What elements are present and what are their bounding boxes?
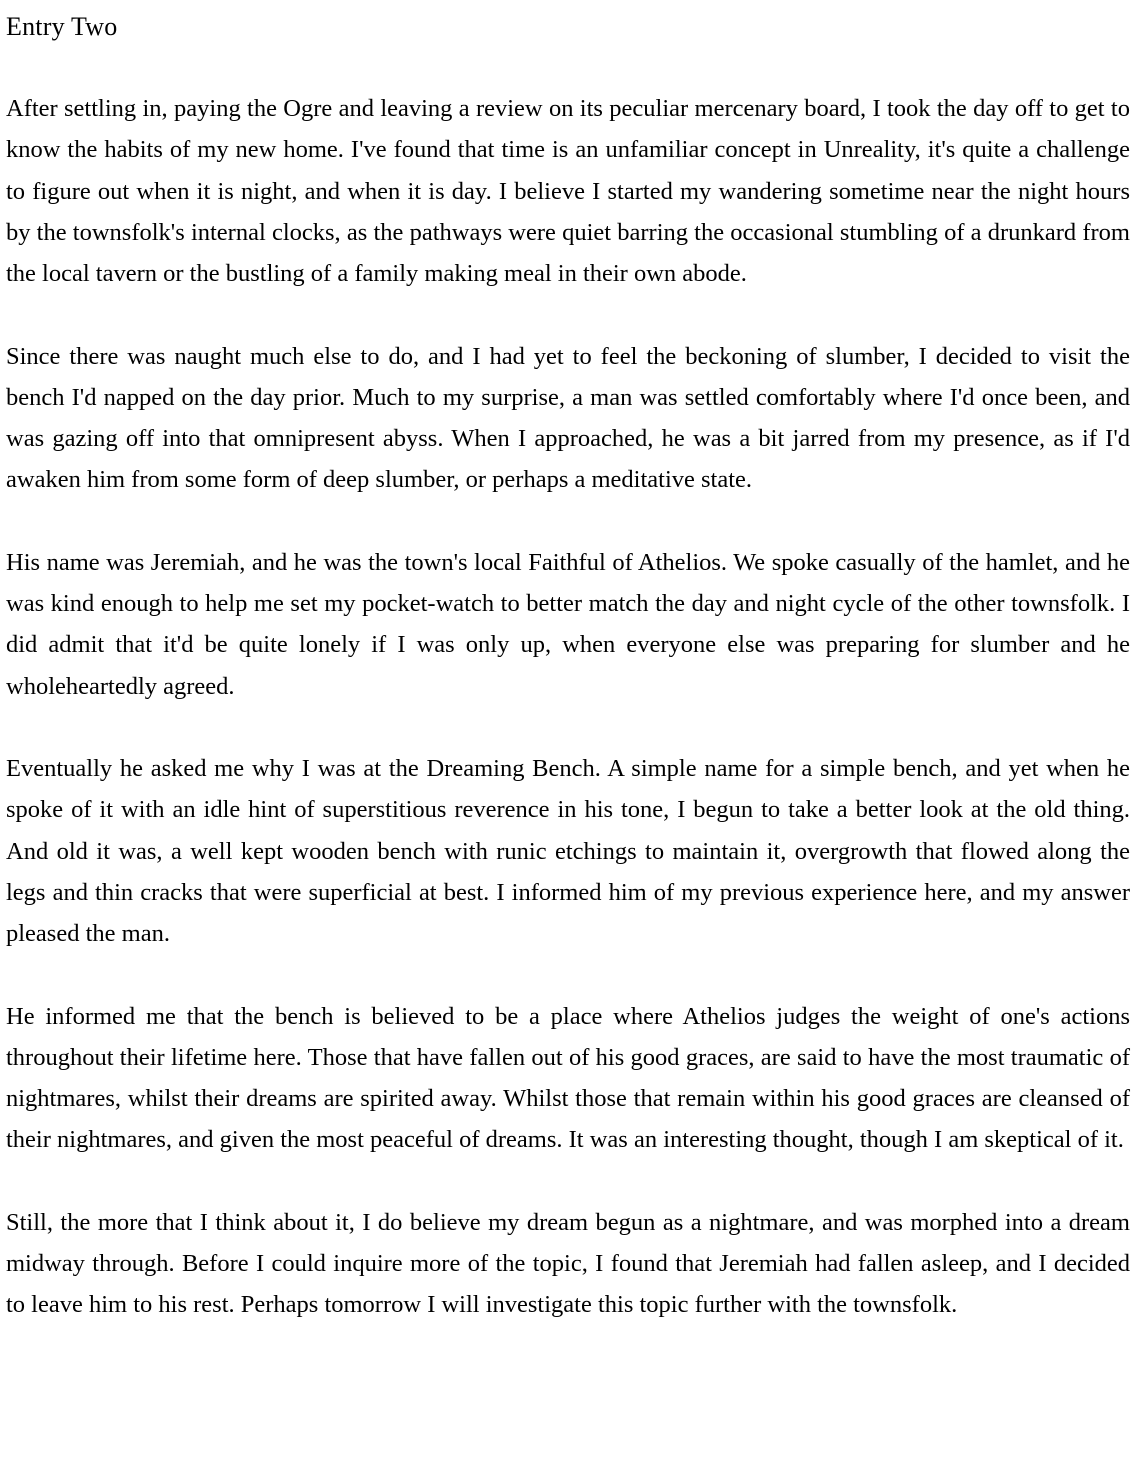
paragraph-3: His name was Jeremiah, and he was the town's local Faithful of Athelios. We spoke casually of the hamlet, and he was kind enough to help me set my pocket-watch to better match the day and night cycle of the other townsfolk. I did admit that it'd be quite lonely if I was only up, when everyone else was preparing for slumber and he wholeheartedly agreed. — [6, 548, 1130, 700]
entry-title: Entry Two — [6, 12, 118, 41]
paragraph-gap — [6, 1161, 1130, 1202]
paragraph-gap — [6, 501, 1130, 542]
paragraph-gap — [6, 294, 1130, 335]
paragraph-gap — [6, 707, 1130, 748]
paragraph-4: Eventually he asked me why I was at the Dreaming Bench. A simple name for a simple bench, and yet when he spoke of it with an idle hint of superstitious reverence in his tone, I begun to take a better look at the old thing. And old it was, a well kept wooden bench with runic etchings to maintain it, overgrowth that flowed along the legs and thin cracks that were superficial at best. I informed him of my previous experience here, and my answer pleased the man. — [6, 755, 1130, 947]
paragraph-5: He informed me that the bench is believed to be a place where Athelios judges the weight of one's actions throughout their lifetime here. Those that have fallen out of his good graces, are said to have the most traumatic of nightmares, whilst their dreams are spirited away. Whilst those that remain within his good graces are cleansed of their nightmares, and given the most peaceful of dreams. It was an interesting thought, though I am skeptical of it. — [6, 1002, 1130, 1154]
paragraph-2: Since there was naught much else to do, and I had yet to feel the beckoning of slumber, I decided to visit the bench I'd napped on the day prior. Much to my surprise, a man was settled comfortably where I'd once been, and was gazing off into that omnipresent abyss. When I approached, he was a bit jarred from my presence, as if I'd awaken him from some form of deep slumber, or perhaps a meditative state. — [6, 342, 1130, 494]
paragraph-gap — [6, 954, 1130, 995]
entry-body — [6, 88, 1130, 1326]
paragraph-1: After settling in, paying the Ogre and leaving a review on its peculiar mercenary board, I took the day off to get to know the habits of my new home. I've found that time is an unfamiliar concept in Unreality, it's quite a challenge to figure out when it is night, and when it is day. I believe I started my wandering sometime near the night hours by the townsfolk's internal clocks, as the pathways were quiet barring the occasional stumbling of a drunkard from the local tavern or the bustling of a family making meal in their own abode. — [6, 95, 1130, 287]
paragraph-6: Still, the more that I think about it, I do believe my dream begun as a nightmare, and was morphed into a dream midway through. Before I could inquire more of the topic, I found that Jeremiah had fallen asleep, and I decided to leave him to his rest. Perhaps tomorrow I will investigate this topic further with the townsfolk. — [6, 1208, 1130, 1319]
